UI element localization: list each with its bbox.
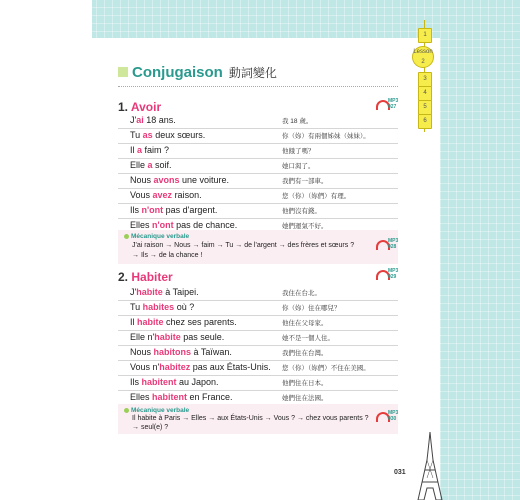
chinese-translation: 你（妳）住在哪兒？ [282,305,341,312]
table-row [118,159,398,174]
sentence-suffix: pas de chance. [173,220,238,230]
conjugated-verb: habites [142,302,175,312]
sentence-suffix: faim ? [142,145,170,155]
sentence-prefix: J' [130,287,137,297]
chinese-translation: 她們運氣不好。 [282,223,328,230]
mecanique-line: Il habite à Paris → Elles → aux États-Unis → Vous ? → chez vous parents ? [132,415,369,422]
sentence-prefix: Elles [130,220,153,230]
sentence-prefix: Nous [130,175,154,185]
sentence-prefix: Ils [130,205,142,215]
table-row [118,376,398,391]
sentence-prefix: Il [130,145,138,155]
sentence-suffix: pas d'argent. [163,205,218,215]
french-sentence [130,377,219,387]
tab-lesson-6[interactable]: 6 [418,114,432,129]
conjugated-verb: habitent [152,392,188,402]
conjugated-verb: as [142,130,153,140]
table-row [118,114,398,129]
conjugated-verb: n'ont [152,220,174,230]
mecanique-box-2 [118,404,398,434]
sentence-suffix: à Taïwan. [191,347,232,357]
tab-lesson-2-active[interactable]: Lesson 2 [412,46,434,68]
chinese-translation: 我們住在台灣。 [282,350,328,357]
tab-lesson-1[interactable]: 1 [418,28,432,43]
sentence-suffix: en France. [187,392,233,402]
tab-lesson-4[interactable]: 4 [418,86,432,101]
french-sentence [130,130,205,140]
chinese-translation: 我住在台北。 [282,290,321,297]
french-sentence [130,392,233,402]
chinese-translation: 他們住在日本。 [282,380,328,387]
french-sentence [130,115,176,125]
conjugated-verb: a [147,160,153,170]
french-sentence [130,347,232,357]
french-sentence [130,220,237,230]
sentence-prefix: Ils [130,377,142,387]
audio-track-label: MP3 030 [388,410,399,422]
table-row [118,144,398,159]
audio-track-icon[interactable] [376,268,400,286]
page-header [118,62,277,82]
chinese-translation: 她不是一個人住。 [282,335,334,342]
conjugated-verb: habite [154,332,181,342]
chinese-translation: 她口渴了。 [282,163,315,170]
conjugated-verb: habite [136,287,163,297]
sentence-suffix: pas seule. [180,332,225,342]
conjugated-verb: habitez [159,362,191,372]
table-row [118,286,398,301]
table-row [118,129,398,144]
french-sentence [130,190,202,200]
audio-track-icon[interactable] [376,238,400,256]
page-number: 031 [394,469,406,476]
chinese-translation: 我們有一部車。 [282,178,328,185]
section-verb: Habiter [131,270,173,284]
french-sentence [130,317,237,327]
audio-track-label: MP3 029 [388,268,399,280]
tab-lesson-3[interactable]: 3 [418,72,432,87]
page-margin-left [0,0,92,500]
chinese-translation: 我 18 歲。 [282,118,313,125]
conjugated-verb: avons [153,175,180,185]
page-subtitle: 動詞變化 [228,65,277,80]
mecanique-line: → seul(e) ? [132,424,169,431]
sentence-prefix: Nous [130,347,154,357]
chinese-translation: 他住在父母家。 [282,320,328,327]
conjugated-verb: ai [136,115,144,125]
sentence-prefix: J' [130,115,137,125]
table-row [118,316,398,331]
header-square-icon [118,67,128,77]
chinese-translation: 您（你）（妳們）有理。 [282,193,351,200]
sentence-suffix: où ? [174,302,195,312]
sentence-suffix: une voiture. [179,175,230,185]
conjugated-verb: habitons [153,347,192,357]
french-sentence [130,160,172,170]
sentence-suffix: soif. [152,160,172,170]
page-title: Conjugaison [132,63,223,81]
audio-track-label: MP3 027 [388,98,399,110]
eiffel-tower-icon [416,432,444,500]
conjugated-verb: n'ont [141,205,164,215]
french-sentence [130,287,199,297]
sentence-prefix: Vous n' [130,362,160,372]
sentence-prefix: Elle n' [130,332,155,342]
mecanique-title: Mécanique verbale [124,233,189,240]
mecanique-line: J'ai raison → Nous → faim → Tu → de l'argent → des frères et sœurs ? [132,242,355,249]
chinese-translation: 您（你）（妳們）不住在美國。 [282,365,370,372]
sentence-suffix: raison. [172,190,202,200]
french-sentence [130,302,194,312]
table-row [118,174,398,189]
mecanique-box-1 [118,230,398,264]
chinese-translation: 他們沒有錢。 [282,208,321,215]
sentence-prefix: Il [130,317,138,327]
section-title-avoir [118,100,161,114]
header-divider [118,86,398,87]
table-row [118,301,398,316]
chinese-translation: 他餓了嗎？ [282,148,315,155]
conjugated-verb: habitent [141,377,177,387]
french-sentence [130,175,229,185]
bullet-icon [124,234,129,239]
sentence-suffix: au Japon. [176,377,219,387]
section-number: 1. [118,100,129,114]
french-sentence [130,205,217,215]
sentence-suffix: pas aux États-Unis. [190,362,271,372]
table-row [118,189,398,204]
sentence-suffix: 18 ans. [143,115,176,125]
bullet-icon [124,408,129,413]
chinese-translation: 她們住在法國。 [282,395,328,402]
conjugated-verb: a [137,145,143,155]
sentence-suffix: chez ses parents. [163,317,237,327]
conjugated-verb: habite [137,317,164,327]
audio-track-label: MP3 028 [388,238,399,250]
chinese-translation: 你（妳）有兩個姊妹（妹妹）。 [282,133,370,140]
sentence-prefix: Tu [130,302,143,312]
section-number: 2. [118,270,129,284]
french-sentence [130,332,224,342]
table-row [118,346,398,361]
section-verb: Avoir [130,100,162,114]
table-row [118,331,398,346]
mecanique-line: → Ils → de la chance ! [132,252,203,259]
mecanique-title: Mécanique verbale [124,407,189,414]
section-title-habiter [118,270,173,284]
french-sentence [130,362,271,372]
sentence-suffix: deux sœurs. [152,130,206,140]
conjugated-verb: avez [152,190,173,200]
sentence-prefix: Elles [130,392,153,402]
french-sentence [130,145,169,155]
table-row [118,361,398,376]
sentence-prefix: Tu [130,130,143,140]
tab-lesson-5[interactable]: 5 [418,100,432,115]
right-decorative-band [440,0,520,500]
table-row [118,204,398,219]
sentence-prefix: Vous [130,190,153,200]
audio-track-icon[interactable] [376,410,400,428]
sentence-prefix: Elle [130,160,148,170]
sentence-suffix: à Taipei. [162,287,199,297]
